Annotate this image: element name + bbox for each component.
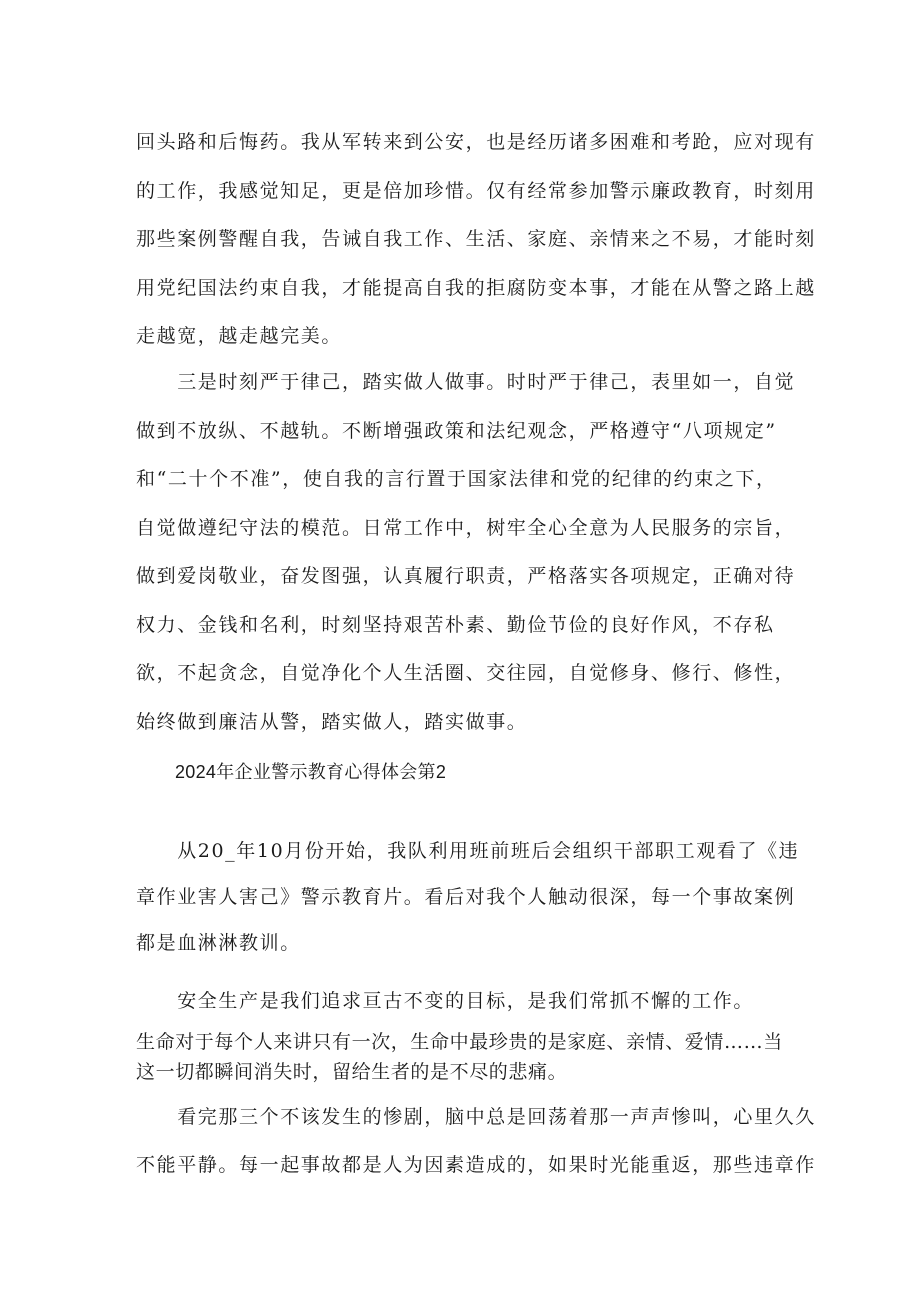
text-line: 的工作，我感觉知足，更是倍加珍惜。仅有经常参加警示廉政教育，时刻用 [136,179,816,202]
text-line: 看完那三个不该发生的惨剧，脑中总是回荡着那一声声惨叫，心里久久 [136,1106,816,1128]
text-line: 安全生产是我们追求亘古不变的目标，是我们常抓不懈的工作。 [136,990,755,1012]
paragraph-tragedy [136,1093,816,1189]
text-line: 做到爱岗敬业，奋发图强，认真履行职责，严格落实各项规定，正确对待 [136,565,796,587]
text-line: 回头路和后悔药。我从军转来到公安，也是经历诸多困难和考跄，应对现有 [136,131,816,153]
text-line: 都是血淋淋教训。 [136,932,301,954]
text-line: 从20_年10月份开始，我队利用班前班后会组织干部职工观看了《违 [136,840,800,862]
paragraph-safety-goal [136,978,796,1024]
text-line: 做到不放纵、不越轨。不断增强政策和法纪观念，严格遵守“八项规定” [136,419,777,442]
text-line: 权力、金钱和名利，时刻坚持艰苦朴素、勤俭节俭的良好作风，不存私 [136,613,775,636]
paragraph-life [136,1027,796,1087]
paragraph-intro [136,828,800,966]
text-line: 章作业害人害己》警示教育片。看后对我个人触动很深，每一个事故案例 [136,886,796,908]
text-line: 三是时刻严于律己，踏实做人做事。时时严于律己，表里如一，自觉 [136,371,796,393]
text-line: 生命对于每个人来讲只有一次，生命中最珍贵的是家庭、亲情、爱情……当 [136,1031,783,1053]
text-line: 自觉做遵纪守法的模范。日常工作中，树牢全心全意为人民服务的宗旨， [136,516,796,539]
text-line: 和“二十个不准”，使自我的言行置于国家法律和党的纪律的约束之下， [136,468,777,490]
text-line: 欲，不起贪念，自觉净化个人生活圈、交往园，自觉修身、修行、修性， [136,662,796,684]
paragraph-point-three [136,358,796,746]
text-line: 始终做到廉洁从警，踏实做人，踏实做事。 [136,710,528,733]
paragraph-continuation [136,118,816,361]
text-line: 这一切都瞬间消失时，留给生者的是不尽的悲痛。 [136,1061,568,1083]
text-line: 那些案例警醒自我，告诫自我工作、生活、家庭、亲情来之不易，才能时刻 [136,228,816,250]
text-line: 走越宽，越走越完美。 [136,325,343,347]
text-line: 用党纪国法约束自我，才能提高自我的拒腐防变本事，才能在从警之路上越 [136,276,816,299]
section-heading: 2024年企业警示教育心得体会第2 [175,762,447,782]
text-line: 不能平静。每一起事故都是人为因素造成的，如果时光能重返，那些违章作 [136,1154,816,1176]
